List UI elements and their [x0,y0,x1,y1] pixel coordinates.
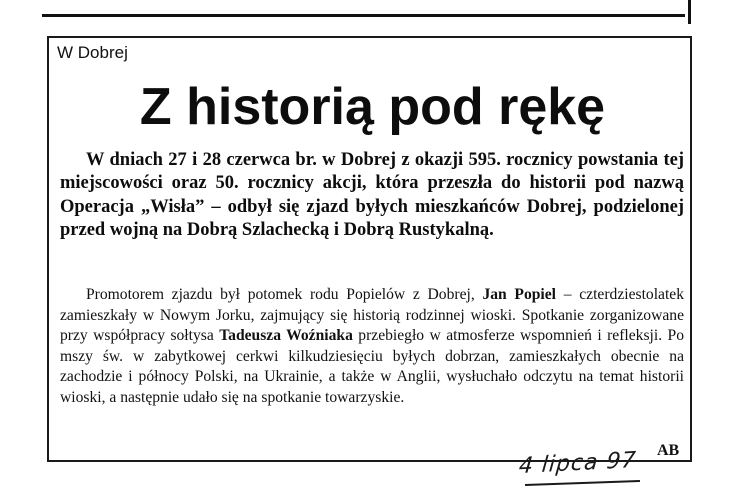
person-name-jan-popiel: Jan Popiel [482,286,557,303]
headline: Z historią pod rękę [139,78,606,136]
body-text-part-3: przebiegło w atmosferze wspomnień i refleksji. Po mszy św. w zabytkowej cerkwi kilkudziesięciu byłych dobrzan, zamieszkałych obecnie na zachodzie i północy Polski, na Ukrainie, a także w Anglii, wysłuchało odczytu na temat historii wioski, a następnie udało się na spotkanie towarzyskie. [60,327,684,406]
section-label: W Dobrej [57,43,128,62]
author-signature: AB [657,442,680,459]
body-text-part-2: – czterdziestolatek zamieszkały w Nowym Jorku, zajmujący się historią rodzinnej wioski. Spotkanie zorganizowane przy współpracy sołtysa [60,286,684,344]
body-text-part-1: Promotorem zjazdu był potomek rodu Popielów z Dobrej, [86,286,483,303]
handwritten-date-note: 4 lipca 97 [517,447,638,480]
top-rule [42,14,685,17]
person-name-tadeusz-wozniak: Tadeusza Woźniaka [219,327,353,344]
handwritten-underline [525,480,640,486]
right-rule [688,0,691,24]
body-paragraph [60,285,684,408]
lead-paragraph: W dniach 27 i 28 czerwca br. w Dobrej z okazji 595. rocznicy powstania tej miejscowości oraz 50. rocznicy akcji, która przeszła do historii pod nazwą Operacja „Wisła” – odbył się zjazd byłych mieszkańców Dobrej, podzielonej przed wojną na Dobrą Szlachecką i Dobrą Rustykalną. [60,150,684,241]
